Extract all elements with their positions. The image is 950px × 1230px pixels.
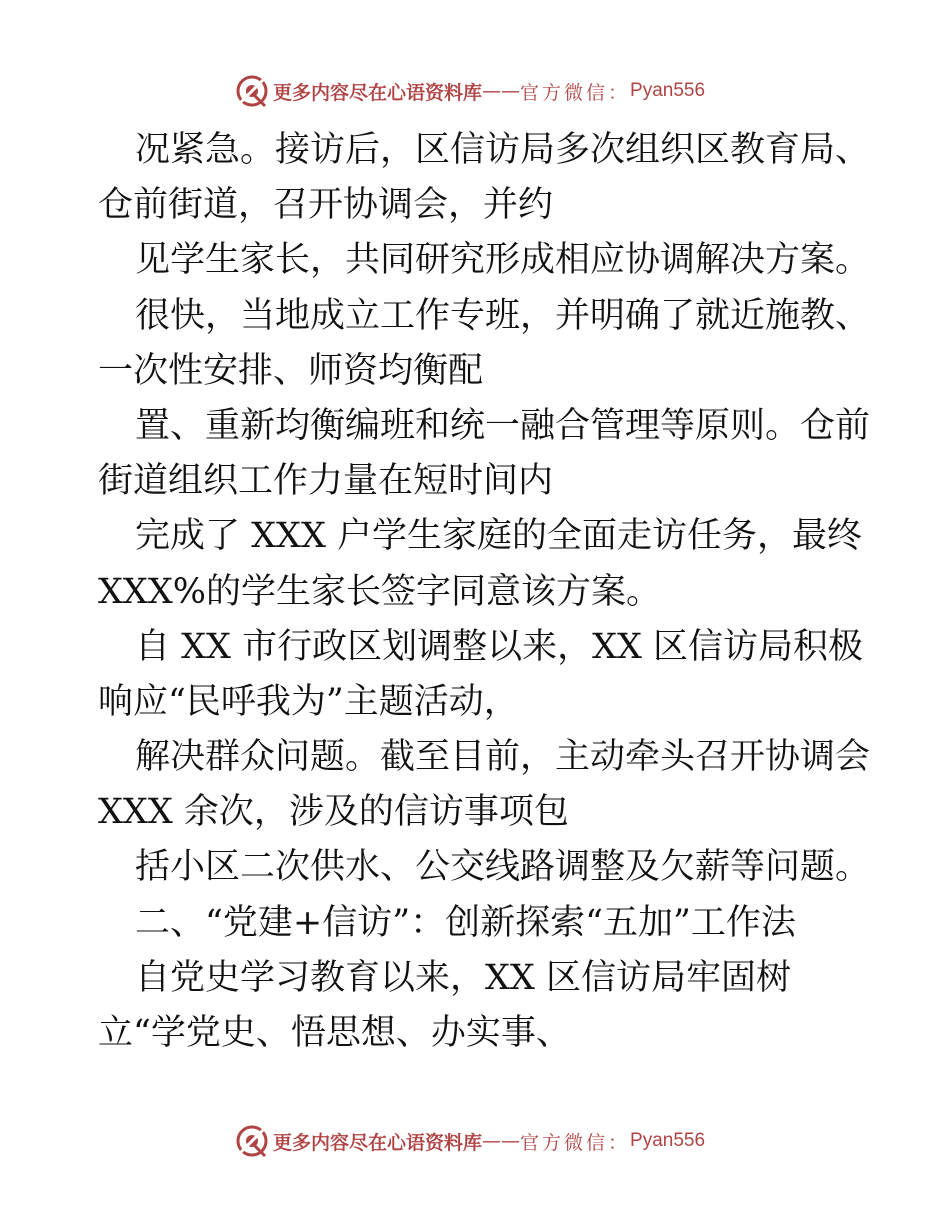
- text-line: XXX 余次，涉及的信访事项包: [98, 792, 569, 833]
- text-line: 自党史学习教育以来，XX 区信访局牢固树: [135, 957, 791, 998]
- footer-banner: [235, 1122, 705, 1160]
- text-line: 仓前街道，召开协调会，并约: [98, 185, 554, 226]
- header-banner: [235, 72, 705, 110]
- text-line: 街道组织工作力量在短时间内: [98, 461, 554, 502]
- banner-official-label: 官方微信：: [520, 81, 631, 104]
- banner-official-label: 官方微信：: [520, 1131, 631, 1154]
- logo-icon: [235, 74, 269, 108]
- text-line: 况紧急。接访后，区信访局多次组织区教育局、: [135, 130, 871, 170]
- text-line: 括小区二次供水、公交线路调整及欠薪等问题。: [135, 847, 871, 888]
- text-line: 解决群众问题。截至目前，主动牵头召开协调会: [135, 737, 871, 778]
- text-line: 很快，当地成立工作专班，并明确了就近施教、: [135, 295, 871, 336]
- text-line: 见学生家长，共同研究形成相应协调解决方案。: [135, 240, 871, 281]
- text-line: 完成了 XXX 户学生家庭的全面走访任务，最终: [135, 516, 863, 557]
- banner-separator: ——: [482, 1130, 521, 1152]
- banner-slogan: 更多内容尽在心语资料库: [273, 81, 483, 104]
- text-line: 一次性安排、师资均衡配: [98, 350, 484, 391]
- banner-separator: ——: [482, 80, 521, 102]
- body-text: [98, 123, 871, 1061]
- logo-icon: [235, 1124, 269, 1158]
- text-line: 自 XX 市行政区划调整以来，XX 区信访局积极: [135, 626, 864, 667]
- banner-slogan: 更多内容尽在心语资料库: [273, 1131, 483, 1154]
- banner-wechat-id: Pyan556: [630, 80, 706, 101]
- text-line: 立“学党史、悟思想、办实事、: [98, 1013, 571, 1053]
- text-line: 响应“民呼我为”主题活动，: [98, 681, 519, 722]
- text-line: 置、重新均衡编班和统一融合管理等原则。仓前: [135, 405, 871, 446]
- banner-wechat-id: Pyan556: [630, 1130, 706, 1151]
- text-line: XXX%的学生家长签字同意该方案。: [98, 571, 662, 612]
- section-heading: 二、“党建+信访”：创新探索“五加”工作法: [135, 902, 796, 943]
